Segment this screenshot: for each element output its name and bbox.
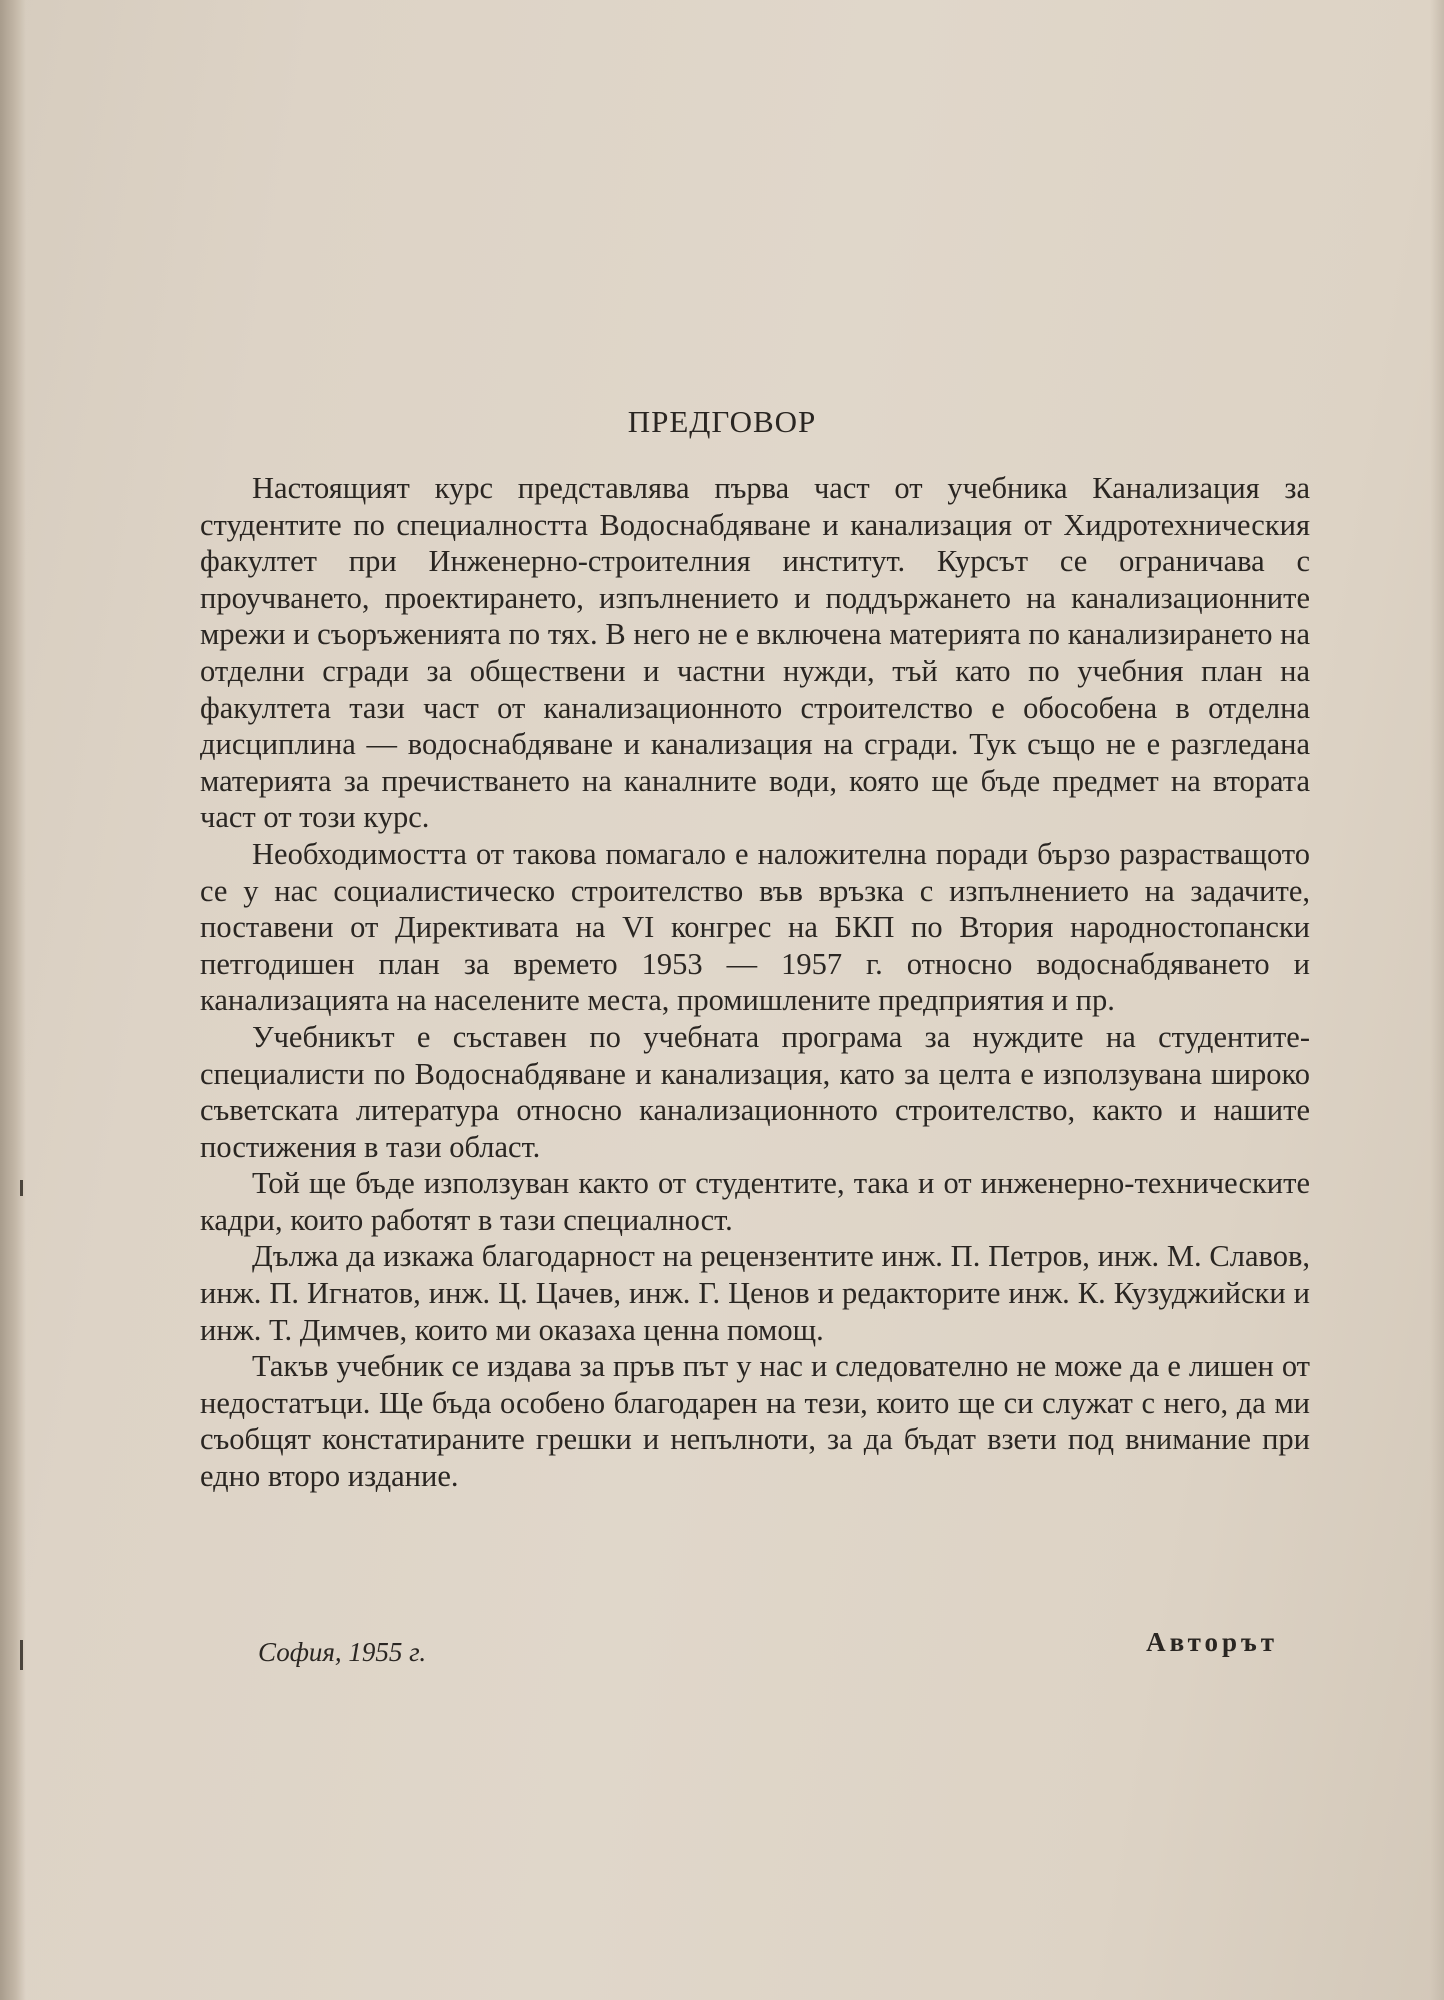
author-signature: Авторът xyxy=(1146,1627,1278,1657)
paragraph-2: Необходимостта от такова помагало е наложителна поради бързо разрастващото се у нас социалистическо строителство във връзка с изпълнението на задачите, поставени от Директивата на VI конгрес на БКП по Втория народностопански петгодишен план за времето 1953 — 1957 г. относно водоснабдяването и канализацията на населените места, промишлените предприятия и пр. xyxy=(200,836,1310,1018)
paragraph-5: Дължа да изкажа благодарност на рецензентите инж. П. Петров, инж. М. Славов, инж. П. Игнатов, инж. Ц. Цачев, инж. Г. Ценов и редакторите инж. К. Кузуджийски и инж. Т. Димчев, които ми оказаха ценна помощ. xyxy=(200,1239,1310,1347)
paragraph-1: Настоящият курс представлява първа част от учебника Канализация за студентите по специалността Водоснабдяване и канализация от Хидротехническия факултет при Инженерно-строителния институт. Курсът се ограничава с проучването, проектирането, изпълнението и поддържането на канализационните мрежи и съоръженията по тях. В него не е включена материята по канализирането на отделни сгради за обществени и частни нужди, тъй като по учебния план на факултета тази част от канализационното строителство е обособена в отделна дисциплина — водоснабдяване и канализация на сгради. Тук също не е разгледана материята за пречистването на каналните води, която ще бъде предмет на втората част от този курс. xyxy=(200,471,1310,835)
preface-body xyxy=(200,470,1310,1495)
binding-mark xyxy=(20,1180,23,1196)
paragraph-4: Той ще бъде използуван както от студентите, така и от инженерно-техническите кадри, които работят в тази специалност. xyxy=(200,1166,1310,1237)
paragraph-3: Учебникът е съставен по учебната програма за нуждите на студентите-специалисти по Водоснабдяване и канализация, като за целта е използувана широко съветската литература относно канализационното строителство, както и нашите постижения в тази област. xyxy=(200,1019,1310,1164)
binding-mark xyxy=(20,1640,23,1670)
place-date: София, 1955 г. xyxy=(258,1637,427,1667)
page-title: ПРЕДГОВОР xyxy=(627,404,817,439)
paragraph-6: Такъв учебник се издава за пръв път у нас и следователно не може да е лишен от недостатъци. Ще бъда особено благодарен на тези, които ще си служат с него, да ми съобщят констатираните грешки и непълноти, за да бъдат взети под внимание при едно второ издание. xyxy=(200,1349,1310,1494)
